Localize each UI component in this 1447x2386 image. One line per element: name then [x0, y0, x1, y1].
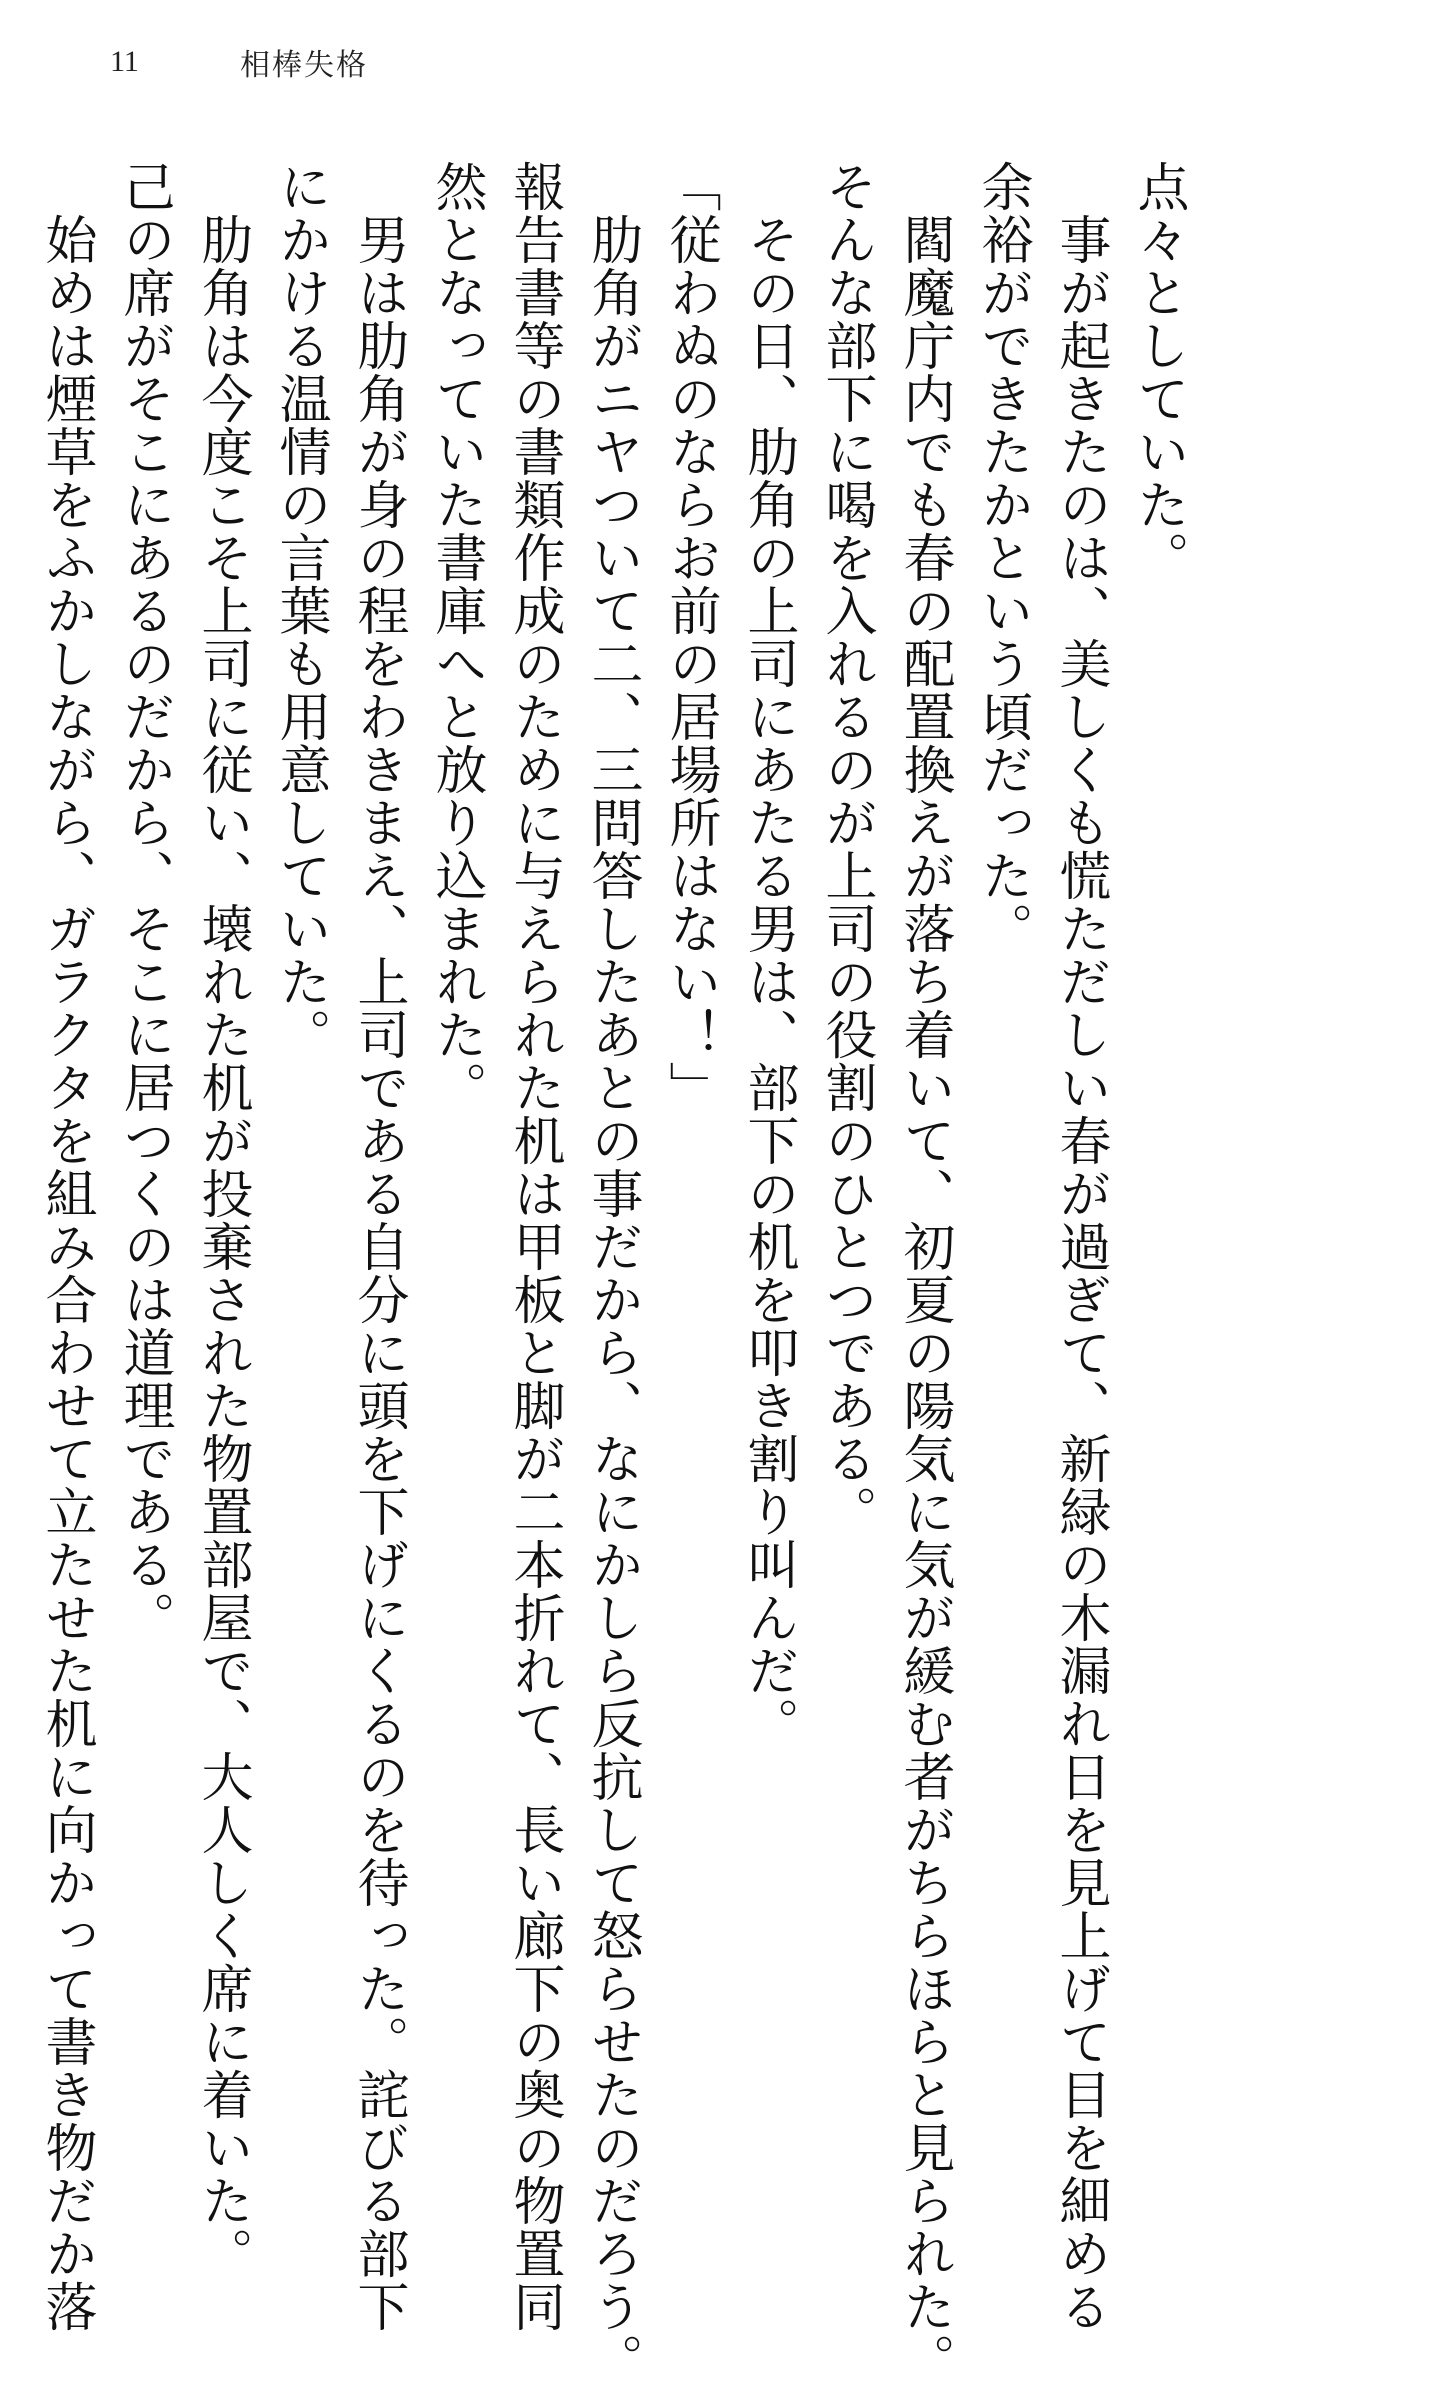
text-column: 然となっていた書庫へと放り込まれた。	[426, 160, 486, 1114]
text-column: 点々としていた。	[1128, 160, 1188, 584]
text-column: 閻魔庁内でも春の配置換えが落ち着いて、初夏の陽気に気が緩む者がちらほらと見られた。	[894, 160, 954, 2386]
text-column: 肋角がニヤついて二、三問答したあとの事だから、なにかしら反抗して怒らせたのだろう。	[582, 160, 642, 2386]
page-header	[110, 42, 368, 82]
book-title: 相棒失格	[240, 48, 368, 83]
text-column: 始めは煙草をふかしながら、ガラクタを組み合わせて立たせた机に向かって書き物だか落	[36, 160, 96, 2333]
text-column: 事が起きたのは、美しくも慌ただしい春が過ぎて、新緑の木漏れ日を見上げて目を細める	[1050, 160, 1110, 2333]
text-column: その日、肋角の上司にあたる男は、部下の机を叩き割り叫んだ。	[738, 160, 798, 1750]
vertical-body-text	[36, 160, 1197, 2386]
text-column: にかける温情の言葉も用意していた。	[270, 160, 330, 1061]
text-column: 己の席がそこにあるのだから、そこに居つくのは道理である。	[114, 160, 174, 1644]
text-column: 男は肋角が身の程をわきまえ、上司である自分に頭を下げにくるのを待った。詫びる部下	[348, 160, 408, 2333]
text-column: 報告書等の書類作成のために与えられた机は甲板と脚が二本折れて、長い廊下の奥の物置同	[504, 160, 564, 2333]
page-number: 11	[110, 45, 139, 78]
text-column: そんな部下に喝を入れるのが上司の役割のひとつである。	[816, 160, 876, 1538]
text-column: 余裕ができたかという頃だった。	[972, 160, 1032, 955]
text-column: 「従わぬのならお前の居場所はない！」	[660, 160, 720, 1114]
text-column: 肋角は今度こそ上司に従い、壊れた机が投棄された物置部屋で、大人しく席に着いた。	[192, 160, 252, 2280]
